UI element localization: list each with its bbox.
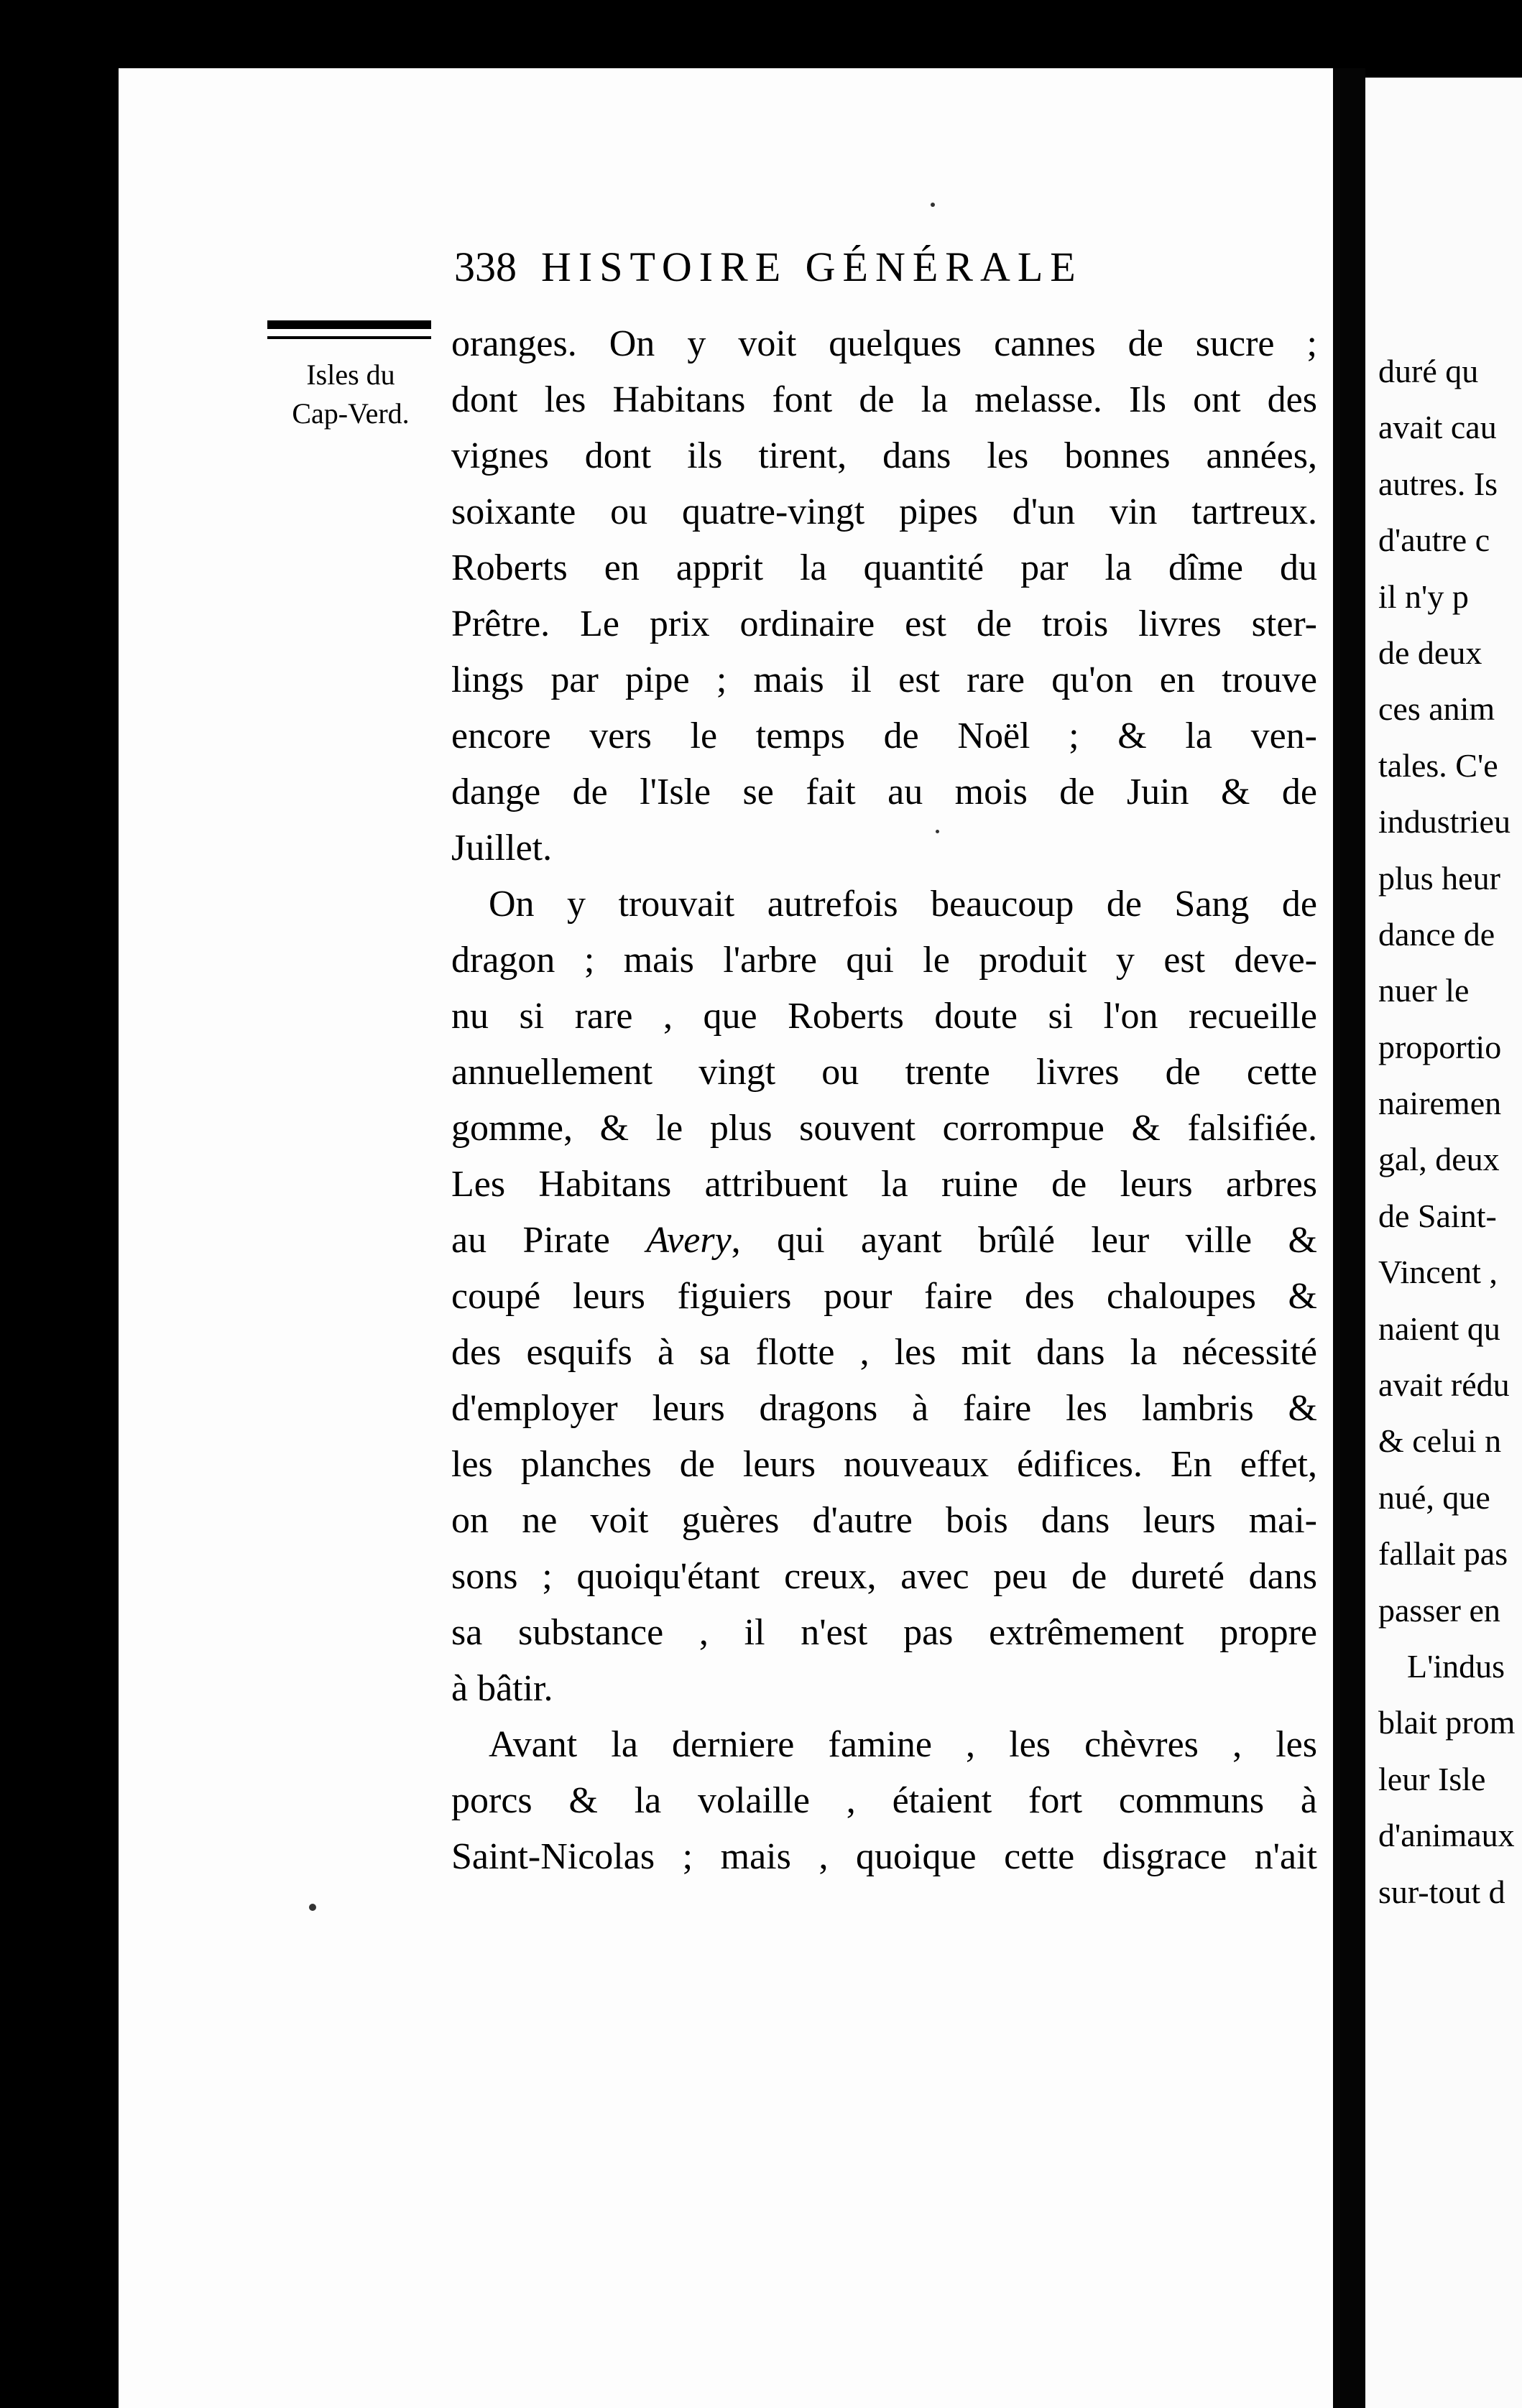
right-text-line: duré qu <box>1378 353 1479 389</box>
right-text-line: nué, que <box>1378 1478 1490 1516</box>
right-text-line: de Saint- <box>1378 1197 1497 1234</box>
right-text-line: Vincent , <box>1378 1254 1498 1291</box>
paragraph-first-line: On y trouvait autrefois beaucoup de Sang de <box>489 884 1317 925</box>
right-text-line: sur-tout d <box>1378 1873 1505 1910</box>
marginal-note-line: Isles du <box>306 358 395 391</box>
text-line: dange de l'Isle se fait au mois de Juin & de <box>451 772 1317 812</box>
right-text-line: nuer le <box>1378 972 1470 1009</box>
text-line: vignes dont ils tirent, dans les bonnes années, <box>451 435 1317 476</box>
text-line: sa substance , il n'est pas extrêmement propre <box>451 1612 1317 1653</box>
text-line: les planches de leurs nouveaux édifices. En effet, <box>451 1444 1317 1485</box>
paper-speck <box>309 1904 316 1911</box>
right-text-line: passer en <box>1378 1591 1500 1629</box>
marginal-note <box>264 356 437 433</box>
text-line: gomme, & le plus souvent corrompue & falsifiée. <box>451 1108 1317 1149</box>
text-line: Saint-Nicolas ; mais , quoique cette disgrace n'ait <box>451 1836 1317 1877</box>
right-text-line: ces anim <box>1378 690 1495 728</box>
text-line: oranges. On y voit quelques cannes de sucre ; <box>451 323 1317 364</box>
text-line: dragon ; mais l'arbre qui le produit y est deve- <box>451 940 1317 981</box>
marginal-rule-thin <box>267 336 431 339</box>
text-line: encore vers le temps de Noël ; & la ven- <box>451 716 1317 756</box>
right-text-line: avait cau <box>1378 409 1497 446</box>
right-text-line: plus heur <box>1378 859 1500 897</box>
paragraph-first-line: Avant la derniere famine , les chèvres , les <box>489 1724 1317 1765</box>
right-text-line: blait prom <box>1378 1704 1516 1741</box>
right-text-line: d'autre c <box>1378 522 1490 559</box>
marginal-note-line: Cap-Verd. <box>292 397 410 430</box>
right-text-line: L'indus <box>1407 1647 1505 1685</box>
right-text-line: tales. C'e <box>1378 746 1498 784</box>
right-page-text <box>1378 343 1522 1920</box>
text-line: porcs & la volaille , étaient fort communs à <box>451 1780 1317 1821</box>
right-text-line: proportio <box>1378 1028 1502 1065</box>
right-text-line: il n'y p <box>1378 578 1469 615</box>
right-text-line: leur Isle <box>1378 1760 1486 1797</box>
text-line: Juillet. <box>451 828 553 869</box>
page-number: 338 <box>454 244 517 290</box>
paper-speck <box>931 203 935 207</box>
text-line: Prêtre. Le prix ordinaire est de trois livres ster- <box>451 603 1317 644</box>
text-line: coupé leurs figuiers pour faire des chaloupes & <box>451 1276 1317 1317</box>
right-text-line: de deux <box>1378 634 1482 671</box>
text-line: à bâtir. <box>451 1668 553 1709</box>
right-text-line: industrieu <box>1378 803 1511 841</box>
book-gutter <box>1333 68 1365 2408</box>
running-head <box>454 243 1245 307</box>
text-run: au Pirate <box>451 1220 647 1261</box>
text-line: sons ; quoiqu'étant creux, avec peu de dureté dans <box>451 1556 1317 1597</box>
text-line: d'employer leurs dragons à faire les lambris & <box>451 1388 1317 1429</box>
text-line: nu si rare , que Roberts doute si l'on recueille <box>451 996 1317 1037</box>
right-text-line: & celui n <box>1378 1422 1502 1460</box>
text-line: des esquifs à sa flotte , les mit dans la nécessité <box>451 1332 1317 1373</box>
text-line: annuellement vingt ou trente livres de cette <box>451 1052 1317 1093</box>
marginal-rule <box>267 320 431 329</box>
right-text-line: fallait pas <box>1378 1535 1508 1573</box>
body-text <box>451 316 1317 1885</box>
right-text-line: nairemen <box>1378 1085 1502 1122</box>
paper-speck <box>936 830 939 833</box>
text-line <box>451 1213 1317 1269</box>
running-head-title: HISTOIRE GÉNÉRALE <box>541 244 1083 290</box>
text-line: dont les Habitans font de la melasse. Ils ont des <box>451 379 1317 420</box>
right-text-line: avait rédu <box>1378 1366 1510 1404</box>
text-line: Roberts en apprit la quantité par la dîme du <box>451 547 1317 588</box>
text-run: , qui ayant brûlé leur ville & <box>731 1220 1317 1261</box>
italic-name: Avery <box>646 1220 732 1261</box>
right-text-line: d'animaux <box>1378 1817 1515 1854</box>
text-line: soixante ou quatre-vingt pipes d'un vin tartreux. <box>451 491 1317 532</box>
right-text-line: dance de <box>1378 915 1495 953</box>
text-line: lings par pipe ; mais il est rare qu'on en trouve <box>451 659 1317 700</box>
right-text-line: autres. Is <box>1378 465 1498 502</box>
text-line: on ne voit guères d'autre bois dans leurs mai- <box>451 1500 1317 1541</box>
right-text-line: gal, deux <box>1378 1141 1500 1178</box>
right-text-line: naient qu <box>1378 1310 1500 1347</box>
text-line: Les Habitans attribuent la ruine de leurs arbres <box>451 1164 1317 1205</box>
